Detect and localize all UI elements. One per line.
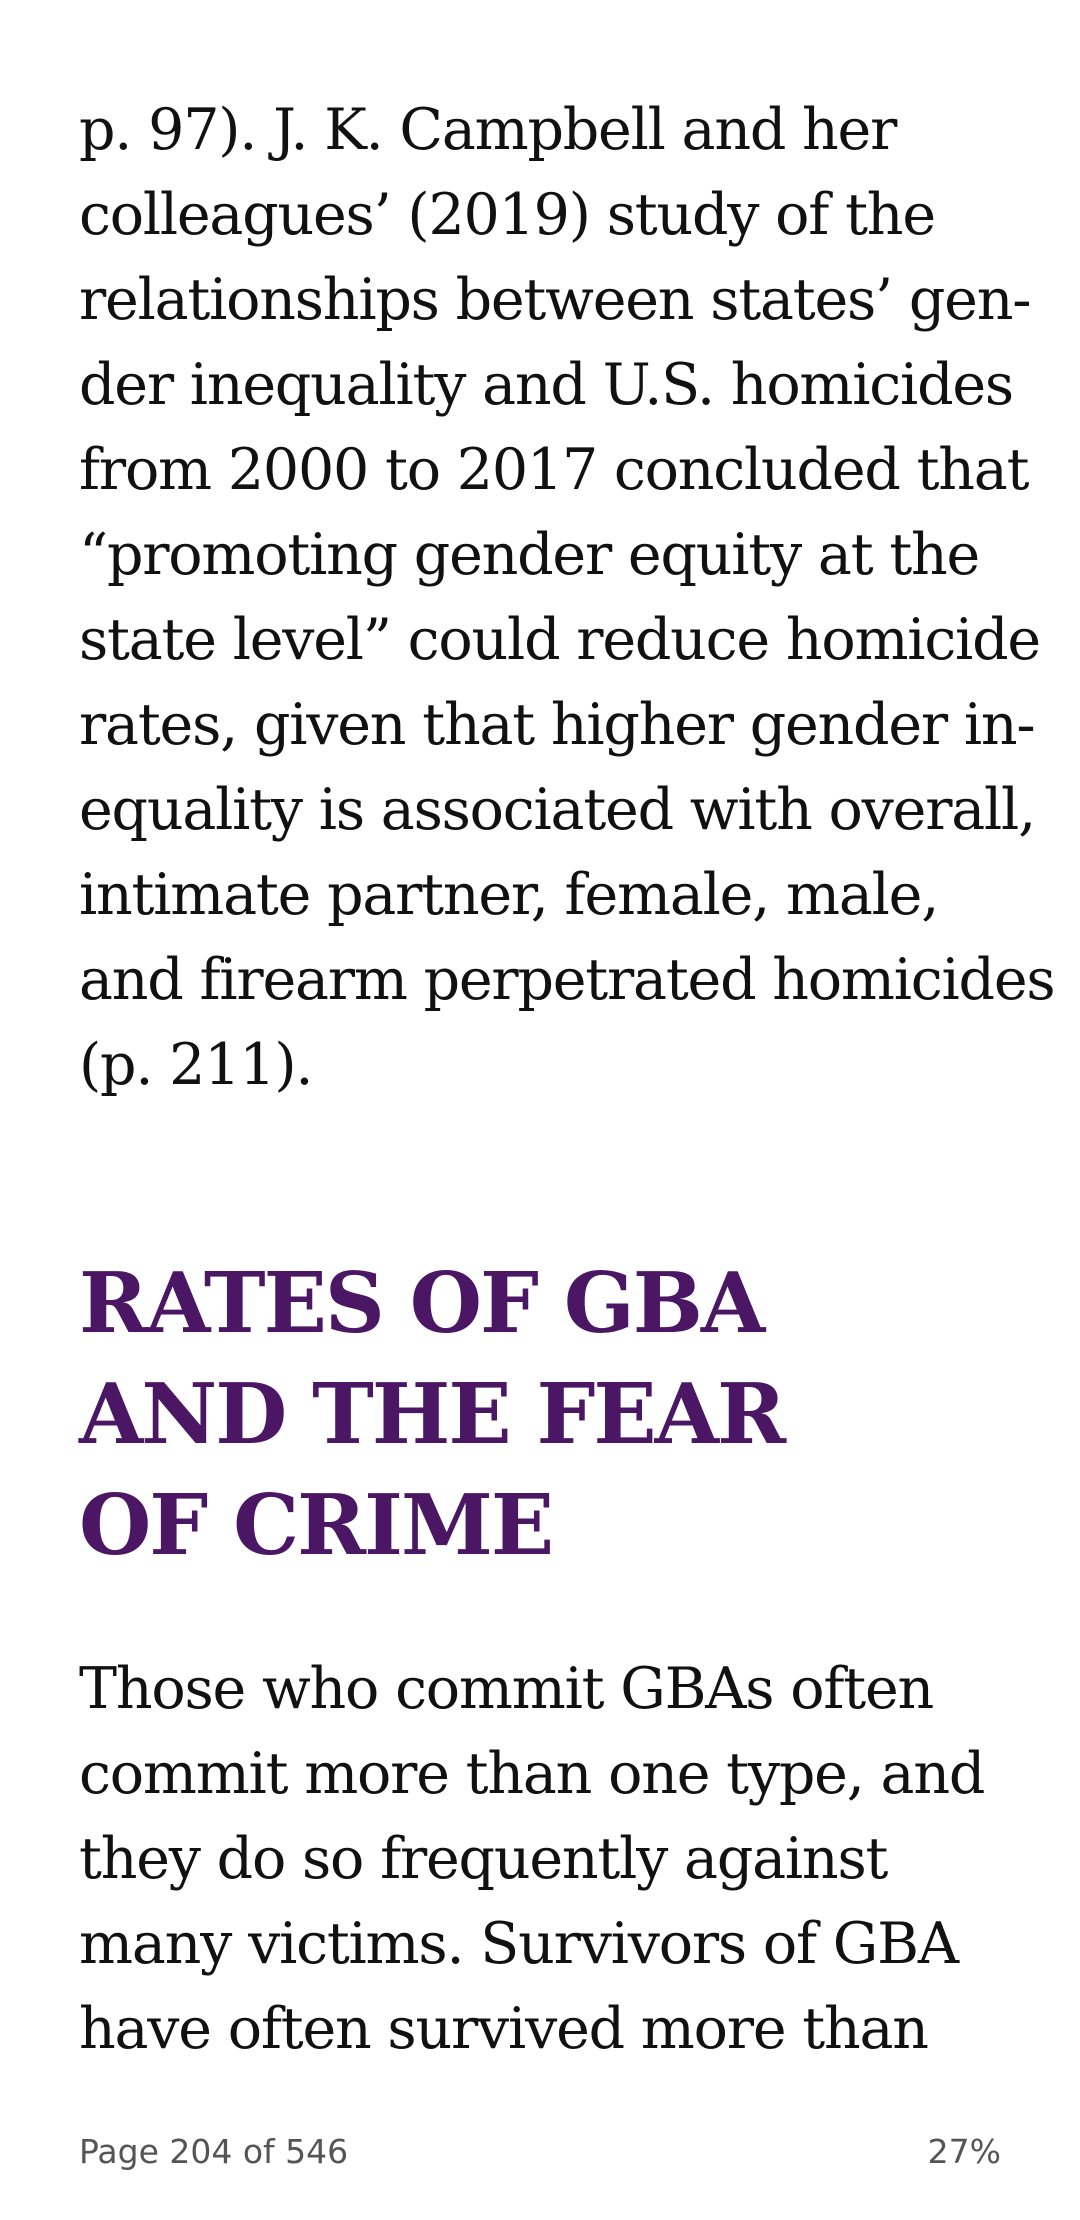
text-line: Those who commit GBAs often: [79, 1656, 933, 1722]
text-line: der inequality and U.S. homicides: [79, 352, 1013, 418]
page-indicator: Page 204 of 546: [79, 2132, 349, 2171]
text-line: equality is associated with overall,: [79, 777, 1035, 843]
text-line: (p. 211).: [79, 1032, 313, 1098]
heading-line: AND THE FEAR: [79, 1365, 785, 1463]
reader-footer: [79, 2132, 1001, 2180]
paragraph-bottom: [79, 1647, 1009, 2072]
text-line: they do so frequently against: [79, 1826, 888, 1892]
text-line: many victims. Survivors of GBA: [79, 1911, 958, 1977]
text-line: commit more than one type, and: [79, 1741, 985, 1807]
text-line: colleagues’ (2019) study of the: [79, 182, 935, 248]
heading-line: OF CRIME: [79, 1476, 553, 1574]
paragraph-top: [79, 88, 1055, 1108]
text-line: p. 97). J. K. Campbell and her: [79, 97, 897, 163]
text-line: “promoting gender equity at the: [79, 522, 980, 588]
text-line: relationships between states’ gen-: [79, 267, 1031, 333]
text-line: have often survived more than: [79, 1996, 928, 2062]
reading-progress: 27%: [927, 2132, 1001, 2171]
text-line: rates, given that higher gender in-: [79, 692, 1035, 758]
heading-line: RATES OF GBA: [79, 1254, 764, 1352]
section-heading: [79, 1248, 1009, 1581]
text-line: intimate partner, female, male,: [79, 862, 939, 928]
text-line: from 2000 to 2017 concluded that: [79, 437, 1029, 503]
text-line: and firearm perpetrated homicides: [79, 947, 1055, 1013]
text-line: state level” could reduce homicide: [79, 607, 1040, 673]
